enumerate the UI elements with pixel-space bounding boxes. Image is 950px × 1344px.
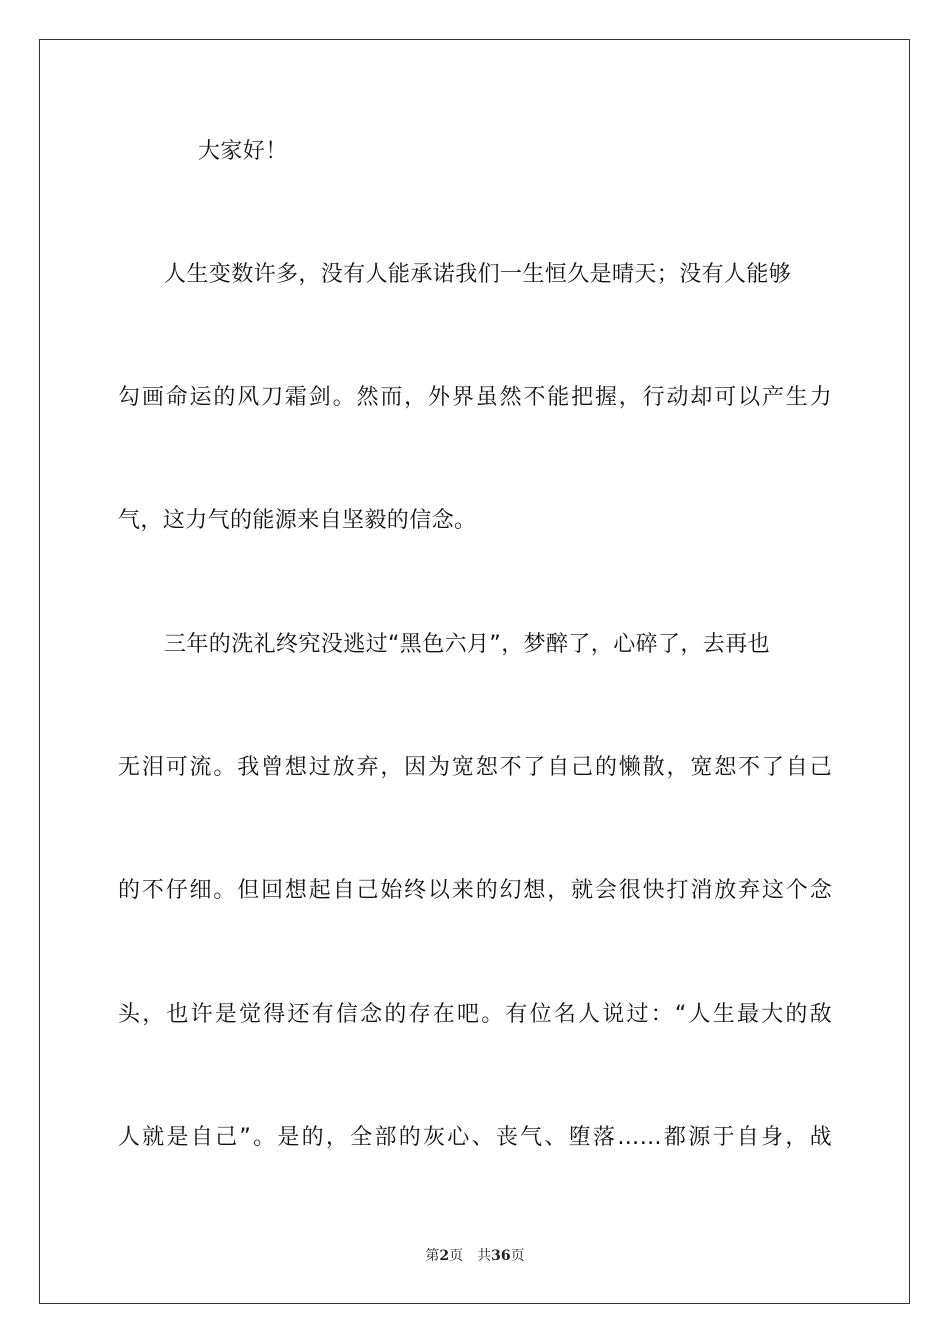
paragraph-2-line-4: 头，也许是觉得还有信念的存在吧。有位名人说过：“人生最大的敌: [118, 1002, 832, 1027]
page-border: [39, 39, 910, 1304]
page-prefix: 第: [425, 1248, 440, 1264]
paragraph-2-line-3: 的不仔细。但回想起自己始终以来的幻想，就会很快打消放弃这个念: [118, 878, 832, 903]
total-suffix: 页: [510, 1248, 525, 1264]
greeting-line: 大家好！: [198, 139, 288, 164]
page-suffix: 页: [449, 1248, 464, 1264]
total-pages: 36: [491, 1248, 511, 1264]
paragraph-1-line-2: 勾画命运的风刀霜剑。然而，外界虽然不能把握，行动却可以产生力: [118, 385, 832, 410]
paragraph-2-line-2: 无泪可流。我曾想过放弃，因为宽恕不了自己的懒散，宽恕不了自己: [118, 755, 832, 780]
paragraph-2-line-1: 三年的洗礼终究没逃过“黑色六月”，梦醉了，心碎了，去再也: [164, 632, 770, 657]
paragraph-1-line-3: 气，这力气的能源来自坚毅的信念。: [118, 508, 477, 533]
paragraph-1-line-1: 人生变数许多，没有人能承诺我们一生恒久是晴天；没有人能够: [164, 262, 792, 287]
paragraph-2-line-5: 人就是自己”。是的，全部的灰心、丧气、堕落……都源于自身，战: [118, 1125, 832, 1150]
page-footer: [0, 1247, 950, 1265]
page-number: 2: [439, 1248, 450, 1264]
total-prefix: 共: [477, 1248, 492, 1264]
